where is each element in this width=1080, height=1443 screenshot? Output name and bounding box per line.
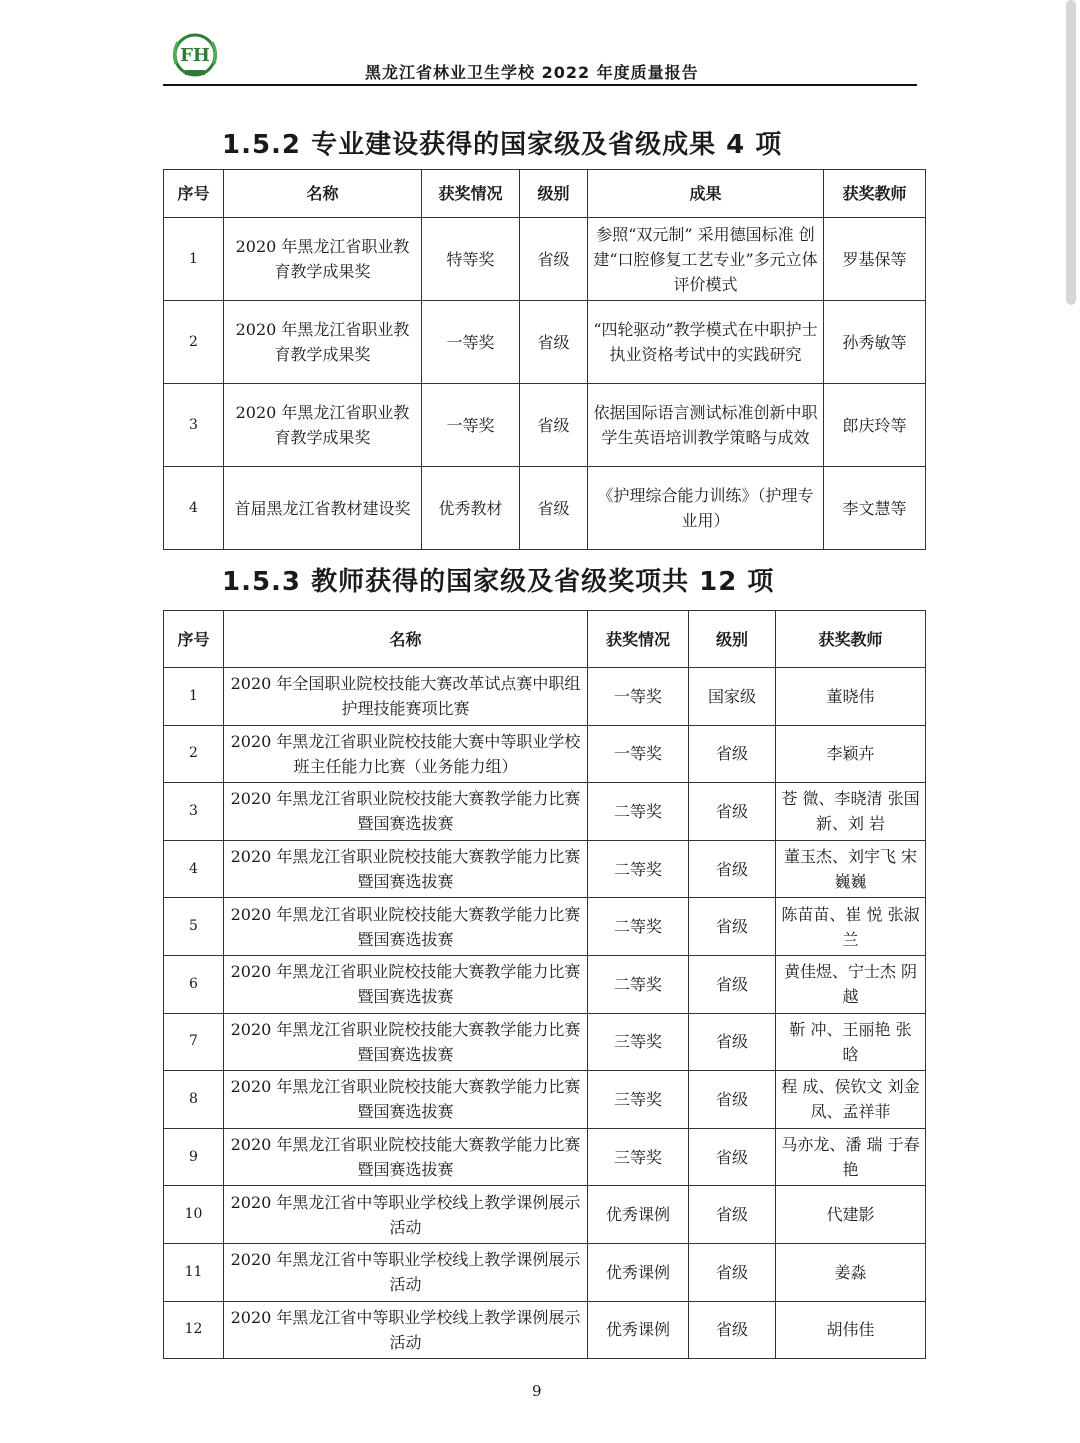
cell-teacher: 胡伟佳 xyxy=(776,1301,926,1359)
column-header: 名称 xyxy=(224,611,588,668)
cell-level: 省级 xyxy=(689,1186,776,1244)
cell-award: 一等奖 xyxy=(422,301,520,384)
table-row xyxy=(164,301,926,384)
table-row xyxy=(164,384,926,467)
table-row xyxy=(164,955,926,1013)
cell-no: 8 xyxy=(164,1071,224,1129)
cell-teacher: 董玉杰、刘宇飞 宋巍巍 xyxy=(776,840,926,898)
cell-no: 10 xyxy=(164,1186,224,1244)
cell-level: 省级 xyxy=(689,725,776,783)
cell-name: 2020 年黑龙江省职业院校技能大赛教学能力比赛暨国赛选拔赛 xyxy=(224,955,588,1013)
cell-award: 三等奖 xyxy=(588,1128,689,1186)
table-row xyxy=(164,1128,926,1186)
cell-name: 2020 年黑龙江省职业教育教学成果奖 xyxy=(224,384,422,467)
column-header: 序号 xyxy=(164,170,224,218)
cell-teacher: 陈苗苗、崔 悦 张淑兰 xyxy=(776,898,926,956)
cell-award: 一等奖 xyxy=(588,668,689,726)
cell-level: 省级 xyxy=(689,1071,776,1129)
column-header: 级别 xyxy=(520,170,588,218)
cell-result: “四轮驱动”教学模式在中职护士执业资格考试中的实践研究 xyxy=(588,301,824,384)
column-header: 获奖情况 xyxy=(422,170,520,218)
table-row xyxy=(164,840,926,898)
cell-teacher: 罗基保等 xyxy=(824,218,926,301)
cell-name: 2020 年黑龙江省职业教育教学成果奖 xyxy=(224,218,422,301)
cell-no: 12 xyxy=(164,1301,224,1359)
cell-no: 3 xyxy=(164,384,224,467)
cell-no: 9 xyxy=(164,1128,224,1186)
column-header: 获奖教师 xyxy=(824,170,926,218)
teacher-awards-table xyxy=(163,610,926,1359)
cell-teacher: 董晓伟 xyxy=(776,668,926,726)
cell-level: 省级 xyxy=(520,218,588,301)
table-row xyxy=(164,1301,926,1359)
cell-award: 特等奖 xyxy=(422,218,520,301)
column-header: 成果 xyxy=(588,170,824,218)
cell-award: 二等奖 xyxy=(588,898,689,956)
table-row xyxy=(164,783,926,841)
cell-no: 6 xyxy=(164,955,224,1013)
cell-name: 2020 年黑龙江省职业院校技能大赛教学能力比赛暨国赛选拔赛 xyxy=(224,840,588,898)
cell-teacher: 郎庆玲等 xyxy=(824,384,926,467)
cell-teacher: 孙秀敏等 xyxy=(824,301,926,384)
cell-name: 2020 年黑龙江省中等职业学校线上教学课例展示活动 xyxy=(224,1243,588,1301)
cell-result: 《护理综合能力训练》（护理专业用） xyxy=(588,467,824,550)
cell-award: 优秀教材 xyxy=(422,467,520,550)
cell-level: 省级 xyxy=(520,467,588,550)
cell-teacher: 代建影 xyxy=(776,1186,926,1244)
cell-name: 2020 年黑龙江省职业院校技能大赛教学能力比赛暨国赛选拔赛 xyxy=(224,783,588,841)
cell-award: 优秀课例 xyxy=(588,1186,689,1244)
cell-no: 4 xyxy=(164,467,224,550)
table-header-row xyxy=(164,170,926,218)
cell-award: 二等奖 xyxy=(588,783,689,841)
table-row xyxy=(164,725,926,783)
cell-result: 参照“双元制” 采用德国标准 创建“口腔修复工艺专业”多元立体评价模式 xyxy=(588,218,824,301)
table-row xyxy=(164,1186,926,1244)
table-row xyxy=(164,467,926,550)
cell-level: 省级 xyxy=(689,840,776,898)
cell-award: 一等奖 xyxy=(588,725,689,783)
cell-name: 2020 年黑龙江省职业院校技能大赛教学能力比赛暨国赛选拔赛 xyxy=(224,1013,588,1071)
cell-name: 2020 年黑龙江省中等职业学校线上教学课例展示活动 xyxy=(224,1301,588,1359)
column-header: 获奖教师 xyxy=(776,611,926,668)
table-header-row xyxy=(164,611,926,668)
cell-level: 省级 xyxy=(689,1243,776,1301)
column-header: 名称 xyxy=(224,170,422,218)
table-row xyxy=(164,898,926,956)
cell-teacher: 黄佳煜、宁士杰 阴 越 xyxy=(776,955,926,1013)
cell-name: 2020 年黑龙江省职业院校技能大赛教学能力比赛暨国赛选拔赛 xyxy=(224,1071,588,1129)
projects-table xyxy=(163,169,926,550)
cell-level: 省级 xyxy=(520,384,588,467)
table-row xyxy=(164,218,926,301)
cell-level: 省级 xyxy=(689,1013,776,1071)
column-header: 获奖情况 xyxy=(588,611,689,668)
cell-award: 优秀课例 xyxy=(588,1301,689,1359)
cell-name: 2020 年黑龙江省职业院校技能大赛中等职业学校班主任能力比赛（业务能力组） xyxy=(224,725,588,783)
cell-no: 3 xyxy=(164,783,224,841)
cell-name: 2020 年黑龙江省中等职业学校线上教学课例展示活动 xyxy=(224,1186,588,1244)
cell-award: 二等奖 xyxy=(588,840,689,898)
cell-award: 二等奖 xyxy=(588,955,689,1013)
cell-teacher: 靳 冲、王丽艳 张 晗 xyxy=(776,1013,926,1071)
cell-no: 5 xyxy=(164,898,224,956)
column-header: 级别 xyxy=(689,611,776,668)
table-row xyxy=(164,1243,926,1301)
cell-award: 一等奖 xyxy=(422,384,520,467)
scrollbar[interactable] xyxy=(1066,0,1076,305)
cell-no: 2 xyxy=(164,301,224,384)
school-logo-icon xyxy=(168,30,222,84)
cell-level: 省级 xyxy=(689,783,776,841)
header-rule xyxy=(163,84,917,86)
cell-result: 依据国际语言测试标准创新中职学生英语培训教学策略与成效 xyxy=(588,384,824,467)
cell-teacher: 马亦龙、潘 瑞 于春艳 xyxy=(776,1128,926,1186)
cell-name: 2020 年黑龙江省职业院校技能大赛教学能力比赛暨国赛选拔赛 xyxy=(224,898,588,956)
cell-teacher: 姜淼 xyxy=(776,1243,926,1301)
column-header: 序号 xyxy=(164,611,224,668)
section-title-teacher-awards: 1.5.3 教师获得的国家级及省级奖项共 12 项 xyxy=(222,567,775,597)
table-row xyxy=(164,1071,926,1129)
table-row xyxy=(164,668,926,726)
cell-no: 1 xyxy=(164,668,224,726)
cell-no: 11 xyxy=(164,1243,224,1301)
cell-name: 首届黑龙江省教材建设奖 xyxy=(224,467,422,550)
cell-level: 省级 xyxy=(689,955,776,1013)
cell-level: 省级 xyxy=(689,1128,776,1186)
cell-teacher: 李颖卉 xyxy=(776,725,926,783)
table-row xyxy=(164,1013,926,1071)
cell-award: 优秀课例 xyxy=(588,1243,689,1301)
cell-level: 省级 xyxy=(689,1301,776,1359)
svg-text:FH: FH xyxy=(180,45,210,66)
section-title-projects: 1.5.2 专业建设获得的国家级及省级成果 4 项 xyxy=(222,130,783,160)
cell-level: 省级 xyxy=(689,898,776,956)
document-title: 黑龙江省林业卫生学校 2022 年度质量报告 xyxy=(365,63,699,82)
cell-no: 1 xyxy=(164,218,224,301)
cell-no: 4 xyxy=(164,840,224,898)
cell-no: 2 xyxy=(164,725,224,783)
cell-name: 2020 年黑龙江省职业院校技能大赛教学能力比赛暨国赛选拔赛 xyxy=(224,1128,588,1186)
cell-name: 2020 年黑龙江省职业教育教学成果奖 xyxy=(224,301,422,384)
cell-award: 三等奖 xyxy=(588,1071,689,1129)
cell-teacher: 程 成、侯钦文 刘金凤、孟祥菲 xyxy=(776,1071,926,1129)
cell-level: 国家级 xyxy=(689,668,776,726)
cell-no: 7 xyxy=(164,1013,224,1071)
cell-award: 三等奖 xyxy=(588,1013,689,1071)
page-number: 9 xyxy=(532,1382,542,1400)
cell-name: 2020 年全国职业院校技能大赛改革试点赛中职组护理技能赛项比赛 xyxy=(224,668,588,726)
cell-teacher: 李文慧等 xyxy=(824,467,926,550)
cell-level: 省级 xyxy=(520,301,588,384)
cell-teacher: 苍 微、李晓清 张国新、刘 岩 xyxy=(776,783,926,841)
